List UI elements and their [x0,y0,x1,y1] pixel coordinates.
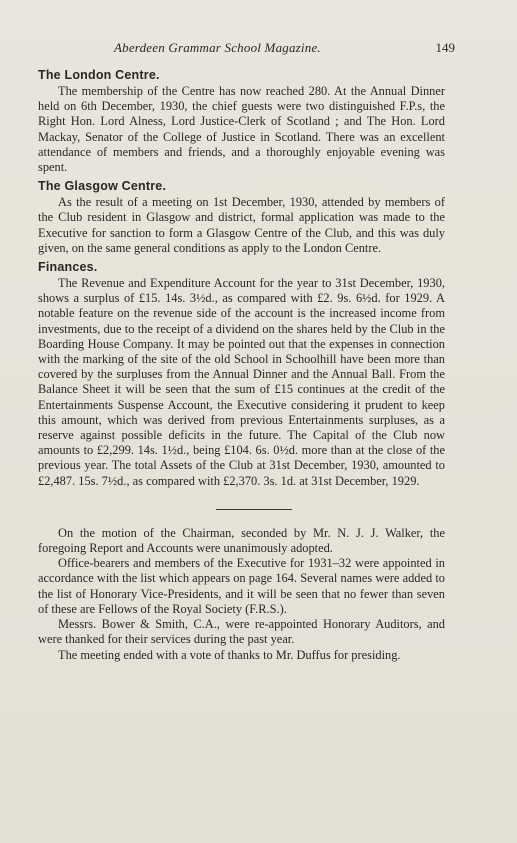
running-title: Aberdeen Grammar School Magazine. [114,40,321,55]
page-header [38,40,455,62]
minutes-paragraph: Office-bearers and members of the Executive for 1931–32 were appointed in accordance with the list which appears on page 164. Several names were added to the list of Honorary Vice-Presidents, and it will be seen that no fewer than seven of these are Fellows of the Royal Society (F.R.S.). [38,556,445,616]
section-finances [38,260,445,489]
section-divider [216,509,292,510]
meeting-minutes [38,526,445,663]
minutes-paragraph: The meeting ended with a vote of thanks to Mr. Duffus for presiding. [58,647,401,662]
minutes-paragraph: Messrs. Bower & Smith, C.A., were re-appointed Honorary Auditors, and were thanked for their services during the past year. [38,617,445,647]
minutes-paragraph: On the motion of the Chairman, seconded by Mr. N. J. J. Walker, the foregoing Report and Accounts were unanimously adopted. [38,525,445,556]
page-number: 149 [435,40,455,55]
section-london-centre [38,68,445,175]
section-heading: The London Centre. [38,68,160,82]
section-glasgow-centre [38,179,445,256]
section-paragraph: As the result of a meeting on 1st December, 1930, attended by members of the Club resident in Glasgow and district, formal application was made to the Executive for sanction to form a Glasgow Centre of the Club, and this was duly given, on the same general conditions as apply to the London Centre. [38,195,445,255]
section-heading: The Glasgow Centre. [38,179,167,194]
section-heading: Finances. [38,260,98,275]
section-paragraph: The membership of the Centre has now reached 280. At the Annual Dinner held on 6th December, 1930, the chief guests were two distinguished F.P.s, the Right Hon. Lord Alness, Lord Justice-Clerk of Scotland ; and The Hon. Lord Mackay, Senator of the College of Justice in Scotland. There was an excellent attendance of members and friends, and a thoroughly enjoyable evening was spent. [38,84,445,175]
section-paragraph: The Revenue and Expenditure Account for the year to 31st December, 1930, shows a surplus of £15. 14s. 3½d., as compared with £2. 9s. 6½d. for 1929. A notable feature on the revenue side of the account is the increased income from investments, due to the receipt of a dividend on the shares held by the Club in the Boarding House Company. It may be pointed out that the expenses in connection with the marking of the site of the old School in Schoolhill have been more than covered by the surpluses from the Annual Dinner and the Annual Ball. From the Balance Sheet it will be seen that the sum of £15 continues at the credit of the Entertainments Suspense Account, the Executive considering it prudent to keep this amount, which was derived from previous Entertainments surpluses, as a reserve against possible deficits in the future. The Capital of the Club now amounts to £2,299. 14s. 1½d., being £104. 6s. 0½d. more than at the close of the previous year. The total Assets of the Club at 31st December, 1930, amounted to £2,487. 15s. 7½d., as compared with £2,370. 3s. 1d. at 31st December, 1929. [38,276,445,488]
